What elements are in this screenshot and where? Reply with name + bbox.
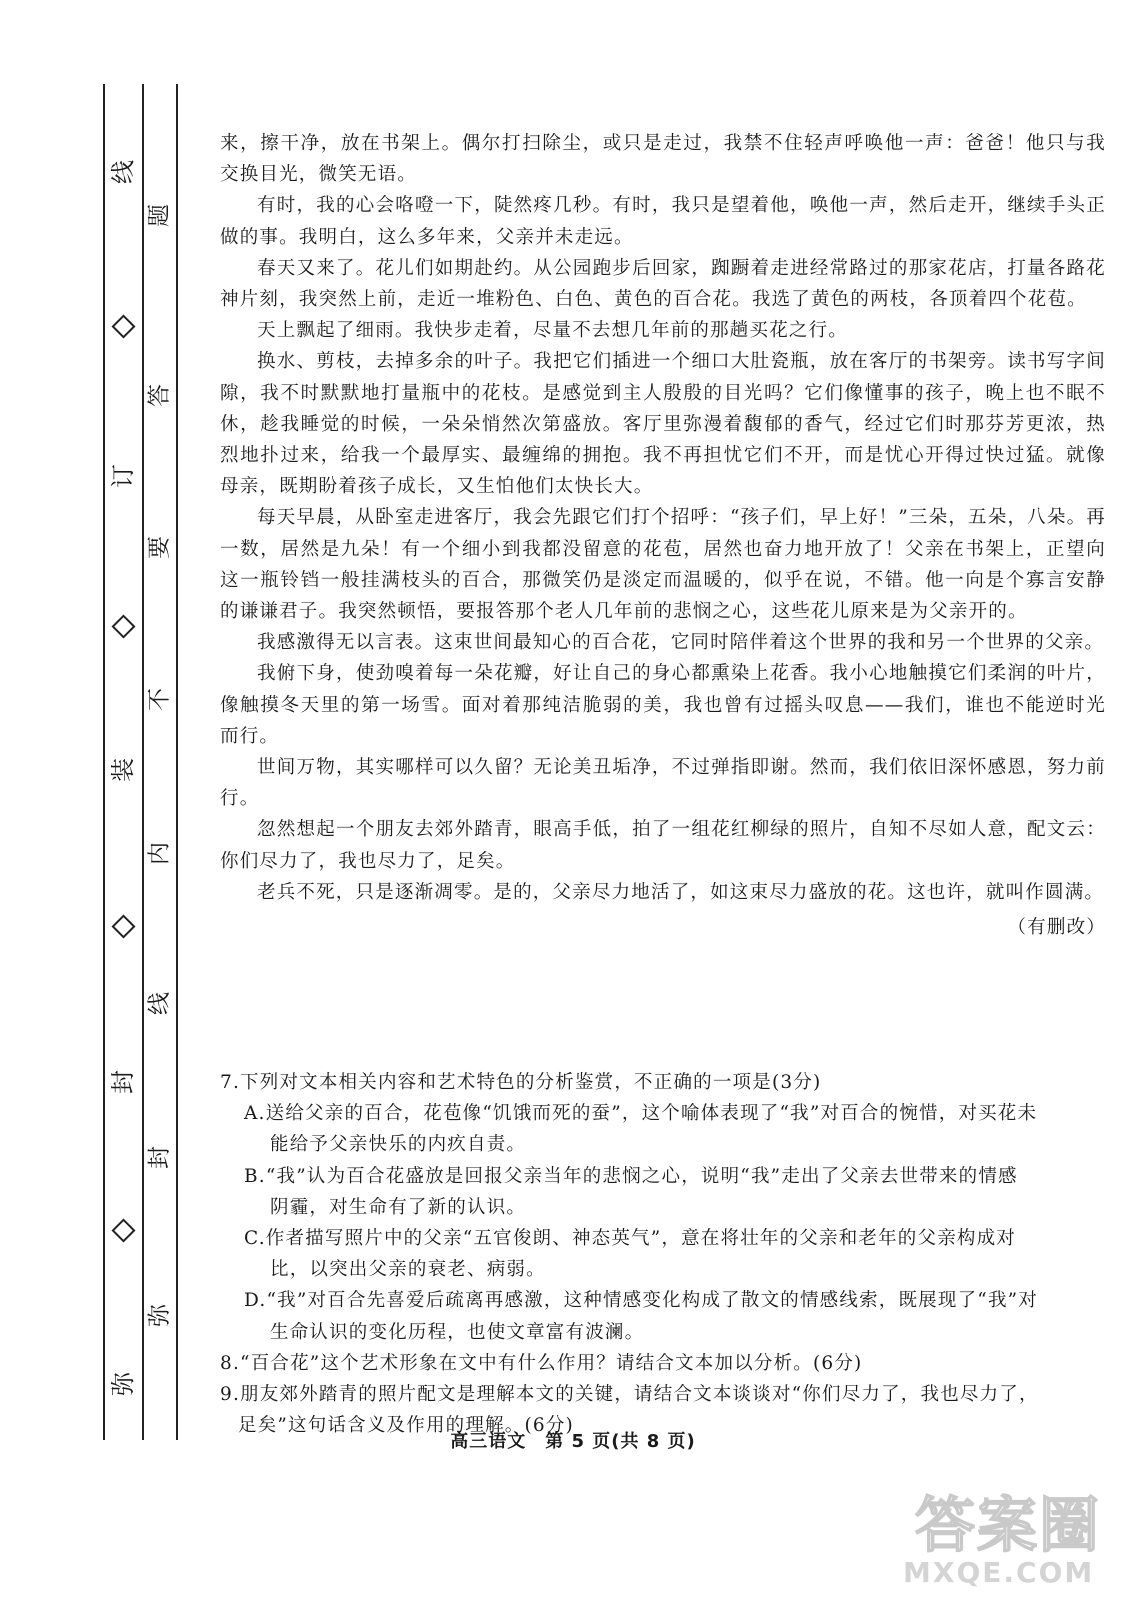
page-footer: 高三语文 第 5 页(共 8 页) — [450, 1431, 696, 1452]
option-text: 作者描写照片中的父亲“五官俊朗、神态英气”，意在将壮年的父亲和老年的父亲构成对 — [265, 1228, 1016, 1250]
question-8: 8.“百合花”这个艺术形象在文中有什么作用？请结合文本加以分析。(6分) — [220, 1352, 863, 1374]
paragraph: 换水、剪枝，去掉多余的叶子。我把它们插进一个细口大肚瓷瓶，放在客厅的书架旁。读书写字间隙，我不时默默地打量瓶中的花枝。是感觉到主人殷殷的目光吗？它们像懂事的孩子，晚上也不眠不休，趁我睡觉的时候，一朵朵悄然次第盛放。客厅里弥漫着馥郁的香气，经过它们时那芬芳更浓，热烈地扑过来，给我一个最厚实、最缠绵的拥抱。我不再担忧它们不开，而是忧心开得过快过猛。就像母亲，既期盼着孩子成长，又生怕他们太快长大。 — [220, 351, 1106, 498]
paragraph: 天上飘起了细雨。我快步走着，尽量不去想几年前的那趟买花之行。 — [257, 320, 849, 342]
option-text: 送给父亲的百合，花苞像“饥饿而死的蚕”，这个喻体表现了“我”对百合的惋惜，对买花未 — [265, 1103, 1038, 1125]
question-9: 9.朋友郊外踏青的照片配文是理解本文的关键，请结合文本谈谈对“你们尽力了，我也尽力了， — [220, 1384, 1039, 1406]
margin-label: 内 — [146, 842, 173, 865]
margin-label: 弥 — [109, 1372, 137, 1396]
option-c-continued: 比，以突出父亲的衰老、病弱。 — [270, 1259, 546, 1281]
watermark-url: MXQE.COM — [903, 1556, 1095, 1589]
option-b — [244, 1161, 1106, 1192]
paragraph: 老兵不死，只是逐渐凋零。是的，父亲尽力地活了，如这束尽力盛放的花。这也许，就叫作圆满。 — [257, 881, 1105, 903]
source-note: （有删改） — [1007, 917, 1106, 939]
questions — [220, 1067, 1106, 1441]
option-a — [244, 1098, 1106, 1129]
option-d — [244, 1285, 1106, 1316]
paragraph: 世间万物，其实哪样可以久留？无论美丑垢净，不过弹指即谢。然而，我们依旧深怀感恩，努力前行。 — [220, 757, 1106, 810]
margin-diamond — [111, 1218, 135, 1242]
margin-label: 弥 — [146, 1304, 173, 1327]
margin-label: 装 — [109, 758, 137, 782]
paragraph: 我感激得无以言表。这束世间最知心的百合花，它同时陪伴着这个世界的我和另一个世界的父亲。 — [257, 632, 1105, 654]
option-label: C. — [244, 1228, 266, 1250]
question-9-continued: 足矣”这句话含义及作用的理解。(6分) — [238, 1415, 574, 1437]
margin-label: 要 — [146, 536, 173, 559]
binding-rule-right — [176, 84, 178, 1440]
paragraph: 有时，我的心会咯噔一下，陡然疼几秒。有时，我只是望着他，唤他一声，然后走开，继续手头正做的事。我明白，这么多年来，父亲并未走远。 — [220, 195, 1106, 248]
option-d-continued: 生命认识的变化历程，也使文章富有波澜。 — [270, 1321, 645, 1343]
option-c — [244, 1223, 1106, 1254]
binding-rule-middle — [142, 84, 144, 1440]
option-text: “我”对百合先喜爱后疏离再感激，这种情感变化构成了散文的情感线索，既展现了“我”对 — [266, 1290, 1039, 1312]
margin-label: 线 — [109, 160, 137, 184]
paragraph: 忽然想起一个朋友去郊外踏青，眼高手低，拍了一组花红柳绿的照片，自知不尽如人意，配文云：你们尽力了，我也尽力了，足矣。 — [220, 819, 1106, 872]
passage — [220, 128, 1106, 943]
option-text: “我”认为百合花盛放是回报父亲当年的悲悯之心，说明“我”走出了父亲去世带来的情感 — [265, 1165, 1018, 1187]
margin-label: 订 — [109, 464, 137, 488]
option-label: D. — [244, 1290, 267, 1312]
question-7-stem: 7.下列对文本相关内容和艺术特色的分析鉴赏，不正确的一项是(3分) — [220, 1072, 822, 1093]
option-b-continued: 阴霾，对生命有了新的认识。 — [270, 1196, 527, 1218]
option-label: B. — [244, 1165, 266, 1187]
margin-label: 线 — [146, 992, 173, 1015]
paragraph: 来，擦干净，放在书架上。偶尔打扫除尘，或只是走过，我禁不住轻声呼唤他一声：爸爸！他只与我交换目光，微笑无语。 — [220, 133, 1106, 186]
margin-label: 不 — [146, 688, 173, 711]
watermark-logo — [897, 1478, 1137, 1590]
margin-label: 答 — [146, 384, 173, 407]
watermark-title: 答案圈 — [915, 1491, 1101, 1561]
paragraph: 我俯下身，使劲嗅着每一朵花瓣，好让自己的身心都熏染上花香。我小心地触摸它们柔润的叶片，像触摸冬天里的第一场雪。面对着那纯洁脆弱的美，我也曾有过摇头叹息——我们，谁也不能逆时光而行。 — [220, 663, 1106, 747]
option-label: A. — [244, 1103, 266, 1125]
margin-diamond — [111, 614, 135, 638]
margin-diamond — [111, 914, 135, 938]
margin-label: 题 — [146, 204, 173, 227]
margin-label: 封 — [109, 1070, 137, 1094]
paragraph: 每天早晨，从卧室走进客厅，我会先跟它们打个招呼：“孩子们，早上好！”三朵，五朵，八朵。再一数，居然是九朵！有一个细小到我都没留意的花苞，居然也奋力地开放了！父亲在书架上，正望向这一瓶铃铛一般挂满枝头的百合，那微笑仍是淡定而温暖的，似乎在说，不错。他一向是个寡言安静的谦谦君子。我突然顿悟，要报答那个老人几年前的悲悯之心，这些花儿原来是为父亲开的。 — [220, 507, 1106, 623]
paragraph: 春天又来了。花儿们如期赴约。从公园跑步后回家，踟蹰着走进经常路过的那家花店，打量各路花神片刻，我突然上前，走近一堆粉色、白色、黄色的百合花。我选了黄色的两枝，各顶着四个花苞。 — [220, 257, 1106, 311]
binding-rule-left — [103, 84, 105, 1440]
margin-label: 封 — [146, 1146, 173, 1169]
option-a-continued: 能给予父亲快乐的内疚自责。 — [270, 1134, 527, 1156]
margin-diamond — [111, 314, 135, 338]
